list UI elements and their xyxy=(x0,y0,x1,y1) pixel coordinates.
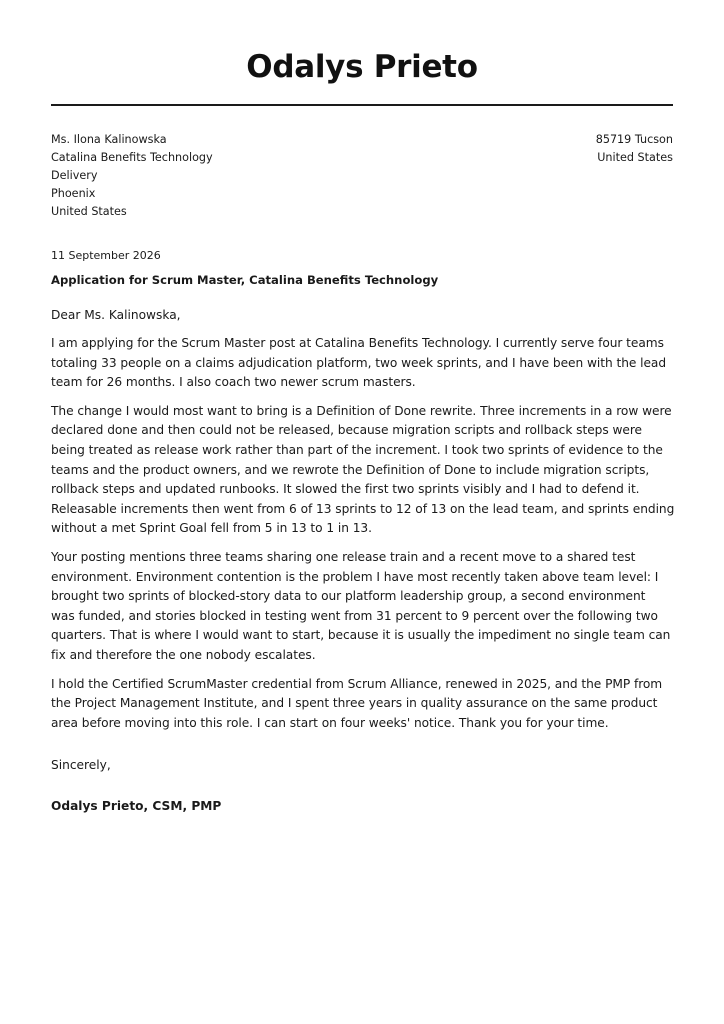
paragraph-line: fix and therefore the one nobody escalates. xyxy=(51,647,316,662)
letter-body xyxy=(51,334,673,733)
sender-country: United States xyxy=(597,151,673,164)
paragraph-line: totaling 33 people on a claims adjudication platform, two week sprints, and I have been with the lead xyxy=(51,355,667,370)
recipient-name: Ms. Ilona Kalinowska xyxy=(51,133,167,146)
applicant-name: Odalys Prieto xyxy=(246,49,478,85)
paragraph-line: I am applying for the Scrum Master post at Catalina Benefits Technology. I currently serve four teams xyxy=(51,336,664,350)
paragraph-line: rollback steps and updated runbooks. It slowed the first two sprints visibly and I had to defend it. xyxy=(51,482,640,497)
body-paragraph xyxy=(51,334,673,393)
recipient-address xyxy=(51,131,213,221)
header-divider xyxy=(51,104,673,106)
closing: Sincerely, xyxy=(51,758,111,773)
recipient-country: United States xyxy=(51,205,127,218)
address-block xyxy=(51,131,673,223)
paragraph-line: The change I would most want to bring is a Definition of Done rewrite. Three increments in a row were xyxy=(51,403,672,418)
salutation: Dear Ms. Kalinowska, xyxy=(51,308,181,322)
paragraph-line: the Project Management Institute, and I spent three years in quality assurance on the same product xyxy=(51,696,658,711)
body-paragraph xyxy=(51,675,673,734)
recipient-department: Delivery xyxy=(51,169,98,182)
body-paragraph xyxy=(51,548,673,666)
paragraph-line: environment. Environment contention is the problem I have most recently taken above team level: I xyxy=(51,569,659,584)
paragraph-line: area before moving into this role. I can start on four weeks' notice. Thank you for your time. xyxy=(51,715,609,730)
paragraph-line: without a met Sprint Goal fell from 5 in 13 to 1 in 13. xyxy=(51,521,372,536)
cover-letter-page xyxy=(51,0,673,816)
recipient-city: Phoenix xyxy=(51,187,96,200)
letter-subject: Application for Scrum Master, Catalina Benefits Technology xyxy=(51,273,439,287)
paragraph-line: quarters. That is where I would want to start, because it is usually the impediment no single team can xyxy=(51,628,671,643)
body-paragraph xyxy=(51,402,673,539)
letter-date: 11 September 2026 xyxy=(51,249,161,262)
paragraph-line: being treated as release work rather than part of the increment. I took two sprints of evidence to the xyxy=(51,442,663,457)
sender-address xyxy=(596,131,673,167)
sender-city: 85719 Tucson xyxy=(595,133,673,146)
paragraph-line: Releasable increments then went from 6 of 13 sprints to 12 of 13 on the lead team, and sprints ending xyxy=(51,501,675,516)
paragraph-line: brought two sprints of blocked-story data to our platform leadership group, a second environment xyxy=(51,589,646,604)
recipient-company: Catalina Benefits Technology xyxy=(51,151,213,164)
paragraph-line: Your posting mentions three teams sharing one release train and a recent move to a shared test xyxy=(51,549,636,564)
signature: Odalys Prieto, CSM, PMP xyxy=(51,799,222,814)
paragraph-line: declared done and then could not be released, because migration scripts and rollback steps were xyxy=(51,423,642,438)
paragraph-line: I hold the Certified ScrumMaster credential from Scrum Alliance, renewed in 2025, and the PMP from xyxy=(51,676,663,691)
paragraph-line: team for 26 months. I also coach two newer scrum masters. xyxy=(51,375,416,390)
paragraph-line: was funded, and stories blocked in testing went from 31 percent to 9 percent over the following two xyxy=(51,608,658,623)
paragraph-line: teams and the product owners, and we rewrote the Definition of Done to include migration scripts, xyxy=(51,462,650,477)
